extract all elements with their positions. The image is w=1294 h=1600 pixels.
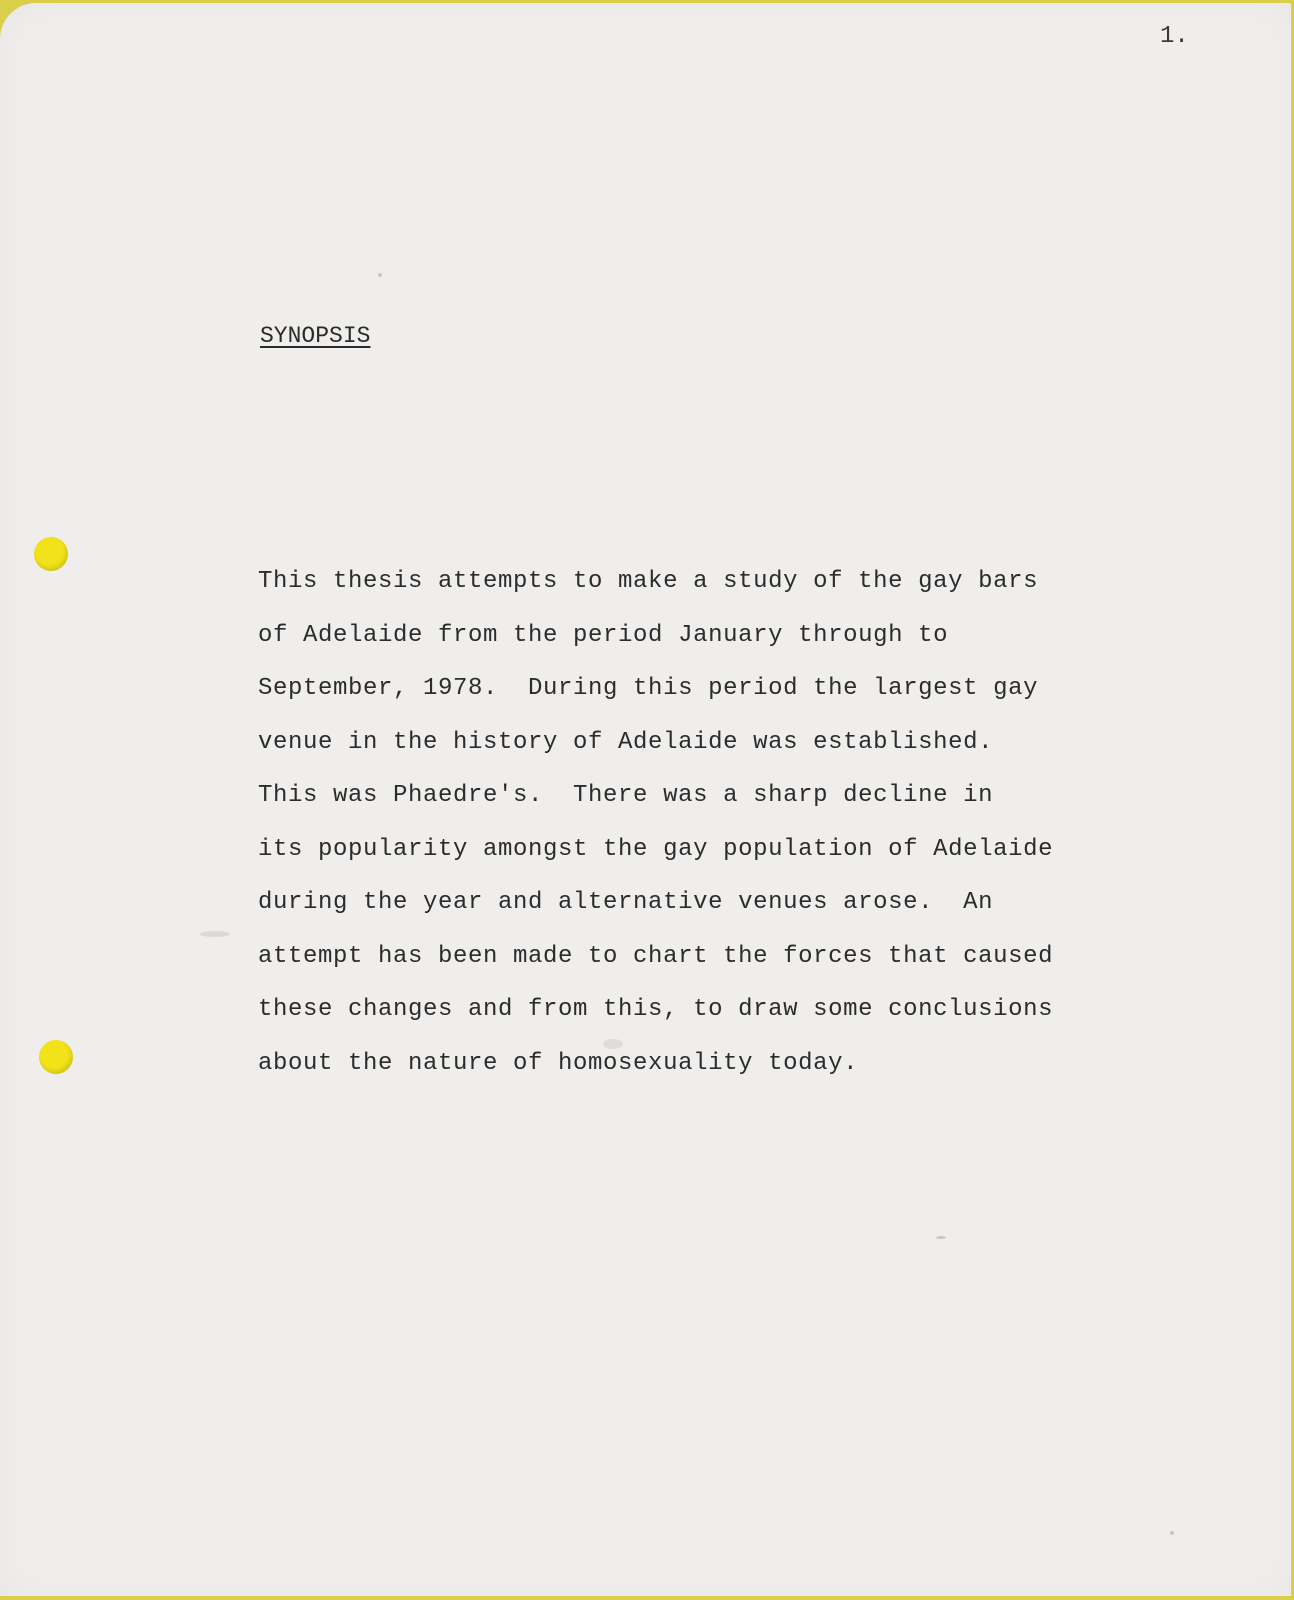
paragraph-line: these changes and from this, to draw some conclusions bbox=[258, 996, 1054, 1023]
paragraph-line: during the year and alternative venues arose. An bbox=[258, 889, 994, 916]
binder-punch-hole bbox=[34, 537, 68, 571]
paragraph-line: venue in the history of Adelaide was established. bbox=[258, 728, 994, 756]
paragraph-line: attempt has been made to chart the forces that caused bbox=[258, 942, 1054, 970]
binder-edge bbox=[0, 1596, 1294, 1600]
paragraph-line: about the nature of homosexuality today. bbox=[258, 1049, 859, 1077]
synopsis-paragraph bbox=[258, 555, 1138, 1090]
document-page bbox=[0, 3, 1294, 1597]
paragraph-line: This was Phaedre's. There was a sharp decline in bbox=[258, 782, 994, 809]
paragraph-line: its popularity amongst the gay population of Adelaide bbox=[258, 835, 1054, 863]
paper-speck bbox=[1170, 1531, 1174, 1535]
paper-speck bbox=[936, 1236, 946, 1239]
paper-speck bbox=[603, 1039, 623, 1049]
paper-speck bbox=[378, 273, 382, 277]
page-number: 1. bbox=[1160, 23, 1189, 50]
paragraph-line: September, 1978. During this period the largest gay bbox=[258, 675, 1039, 702]
paragraph-line: This thesis attempts to make a study of the gay bars bbox=[258, 568, 1039, 595]
paragraph-line: of Adelaide from the period January through to bbox=[258, 621, 949, 649]
paper-speck bbox=[200, 931, 230, 937]
section-heading: SYNOPSIS bbox=[260, 323, 371, 349]
binder-punch-hole bbox=[39, 1040, 73, 1074]
